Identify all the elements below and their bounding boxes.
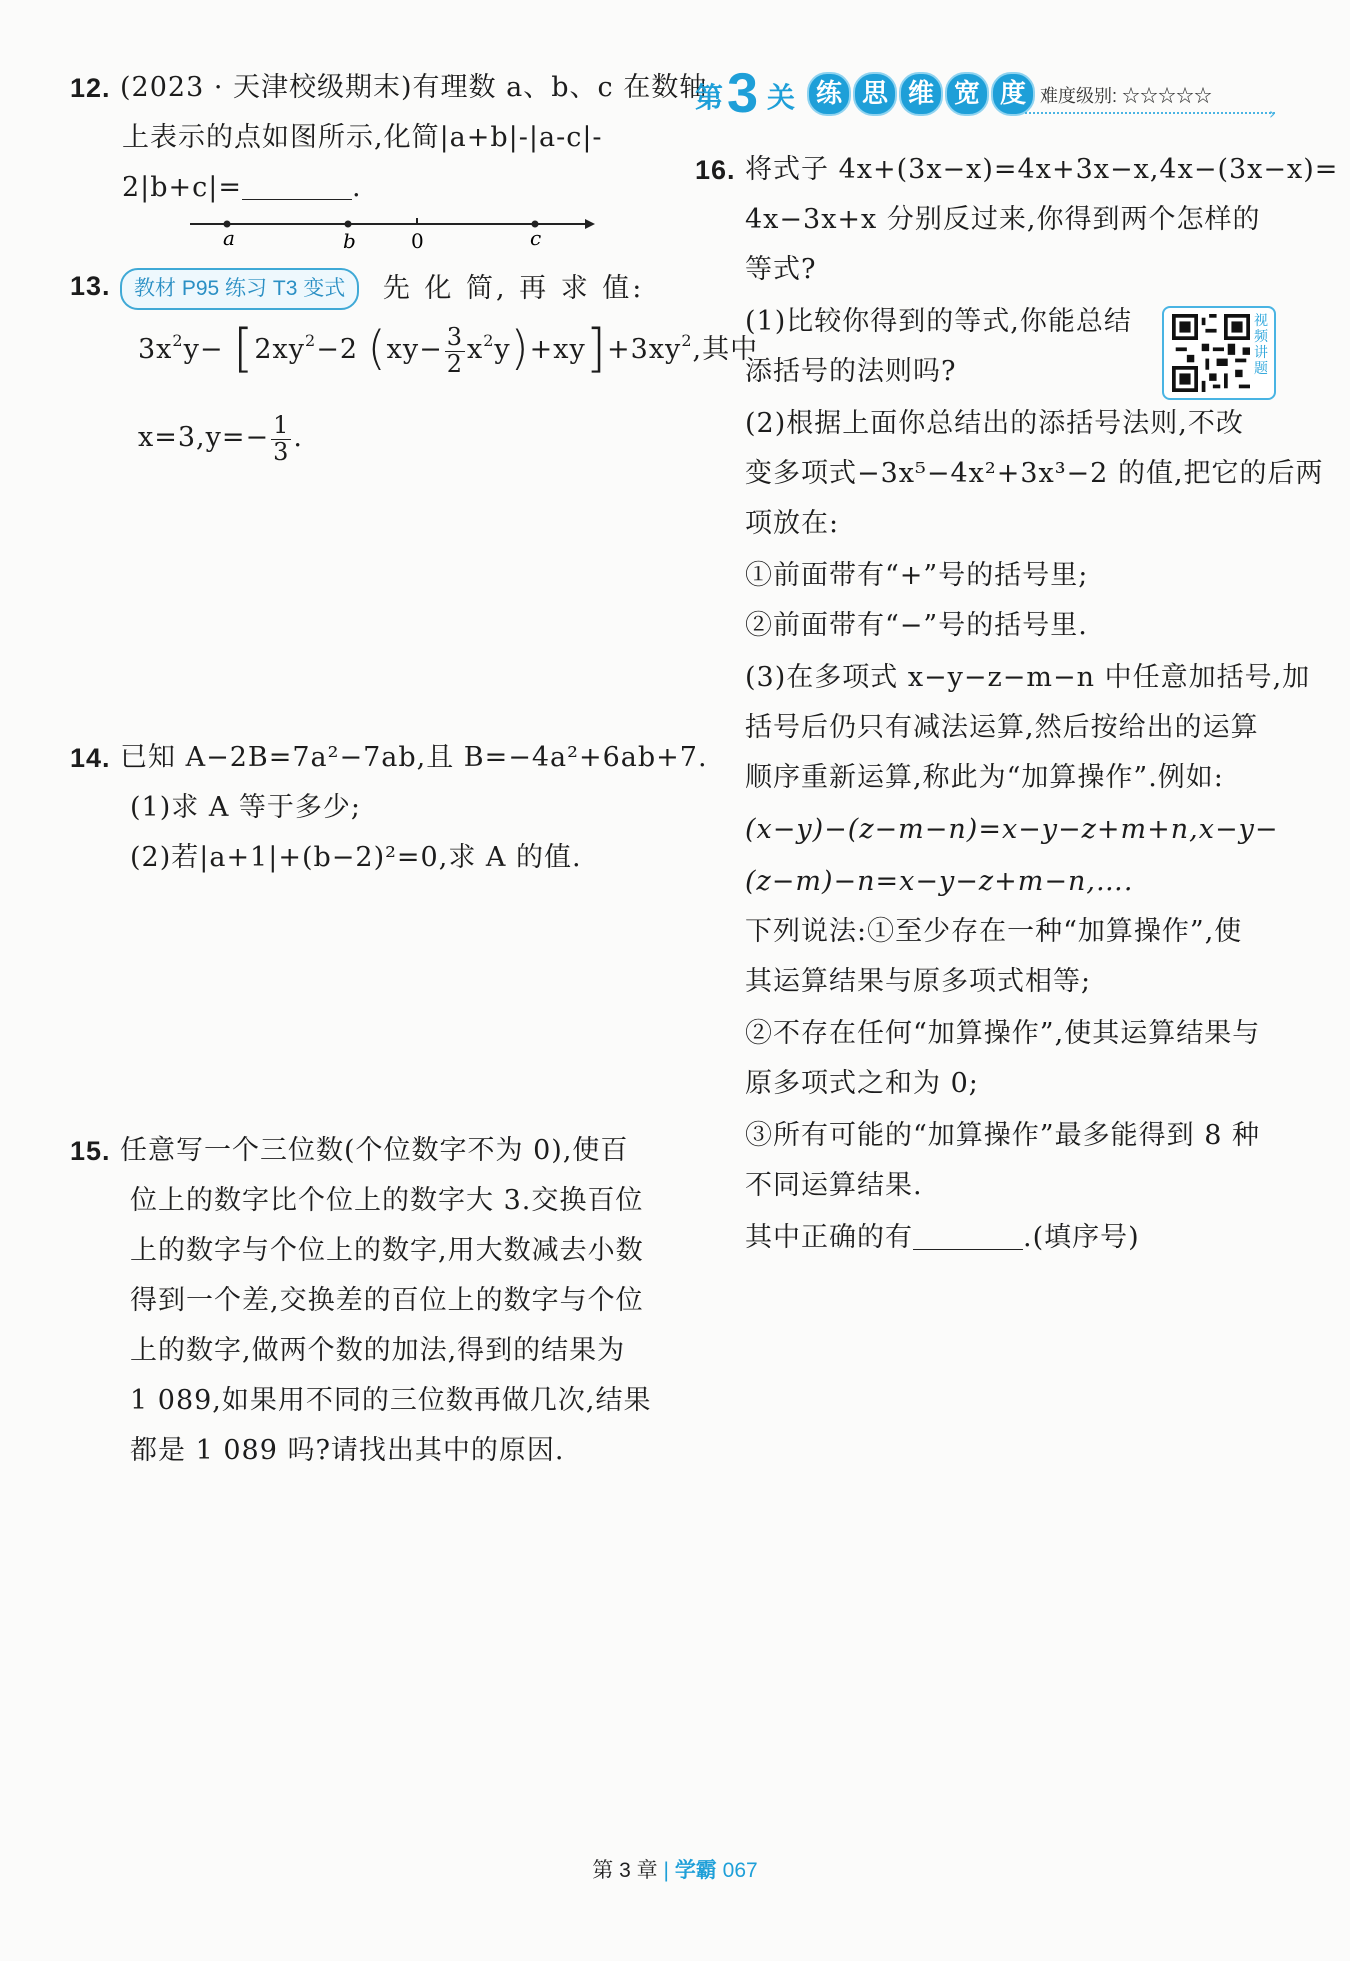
- header-guan: 关: [767, 82, 796, 113]
- q12-line2: 上表示的点如图所示,化简|a+b|-|a-c|-: [122, 122, 603, 153]
- section-header: [695, 61, 1280, 124]
- q15-line: 1 089,如果用不同的三位数再做几次,结果: [130, 1385, 652, 1416]
- axis-label-0: 0: [411, 229, 424, 252]
- q16-line: 变多项式−3x⁵−4x²+3x³−2 的值,把它的后两: [745, 458, 1324, 489]
- page-footer: [0, 1854, 1350, 1884]
- header-di: 第: [695, 82, 724, 113]
- qr-label: 视频讲题: [1254, 312, 1268, 376]
- q16-part1: (1)比较你得到的等式,你能总结: [745, 306, 1132, 337]
- answer-blank[interactable]: [242, 173, 352, 200]
- q16-line: ③所有可能的“加算操作”最多能得到 8 种: [745, 1120, 1260, 1151]
- question-number: 16.: [695, 155, 736, 185]
- q16-line: 4x−3x+x 分别反过来,你得到两个怎样的: [745, 204, 1261, 235]
- q14-part2: (2)若|a+1|+(b−2)²=0,求 A 的值.: [130, 842, 582, 873]
- q16-part3: (3)在多项式 x−y−z−m−n 中任意加括号,加: [745, 662, 1311, 693]
- question-number: 15.: [70, 1136, 111, 1166]
- q16-line: 项放在:: [745, 508, 840, 539]
- q15-line: 上的数字,做两个数的加法,得到的结果为: [130, 1335, 626, 1366]
- qr-code-icon: [1172, 314, 1250, 392]
- q14-line1: 已知 A−2B=7a²−7ab,且 B=−4a²+6ab+7.: [120, 742, 708, 773]
- video-qr-code[interactable]: [1162, 306, 1276, 400]
- q16-line: 括号后仍只有减法运算,然后按给出的运算: [745, 712, 1259, 743]
- q16-line: ②前面带有“−”号的括号里.: [745, 610, 1088, 641]
- axis-label-b: b: [343, 229, 356, 252]
- q15-line: 上的数字与个位上的数字,用大数减去小数: [130, 1235, 644, 1266]
- q13-values: x=3,y=− $\frac{1}{3}$ .: [138, 411, 303, 466]
- textbook-tag: 教材 P95 练习 T3 变式: [120, 268, 359, 310]
- brand-name: 学霸: [674, 1859, 717, 1882]
- q15-line: 位上的数字比个位上的数字大 3.交换百位: [130, 1185, 644, 1216]
- header-title: 练 思 维 宽 度: [807, 72, 1035, 116]
- question-number: 14.: [70, 743, 111, 773]
- fraction-3-2: $\frac{3}{2}$: [446, 323, 463, 378]
- page-number: 067: [722, 1859, 758, 1882]
- q15-line: 都是 1 089 吗?请找出其中的原因.: [130, 1435, 565, 1466]
- number-line: [185, 212, 595, 252]
- q16-line: 等式?: [745, 254, 817, 285]
- chapter-label: 第 3 章: [592, 1859, 658, 1882]
- q16-line: ②不存在任何“加算操作”,使其运算结果与: [745, 1018, 1261, 1049]
- axis-label-c: c: [530, 226, 542, 250]
- q16-line: 将式子 4x+(3x−x)=4x+3x−x,4x−(3x−x)=: [745, 154, 1339, 185]
- header-divider: [1025, 112, 1275, 114]
- question-number: 13.: [70, 271, 111, 301]
- q16-line: 其运算结果与原多项式相等;: [745, 966, 1092, 997]
- fraction-1-3: $\frac{1}{3}$: [273, 411, 290, 466]
- q13-expression: $3x^2y- [2xy^2-2$ (xy− $\frac{3}{2}$ $x^2y)+xy]+3xy^2$,其中: [138, 319, 759, 379]
- q16-line: 顺序重新运算,称此为“加算操作”.例如:: [745, 762, 1224, 793]
- q16-answer-line: 其中正确的有 .(填序号): [745, 1222, 1140, 1253]
- q16-line: (z−m)−n=x−y−z+m−n,….: [745, 866, 1134, 897]
- footer-separator: |: [663, 1859, 669, 1882]
- q16-line: ①前面带有“+”号的括号里;: [745, 560, 1089, 591]
- q12-line1: (2023 · 天津校级期末)有理数 a、b、c 在数轴: [120, 72, 708, 103]
- q16-line: 下列说法:①至少存在一种“加算操作”,使: [745, 916, 1243, 947]
- q16-line: 原多项式之和为 0;: [745, 1068, 979, 1099]
- q13-line1: 先 化 简, 再 求 值:: [382, 273, 645, 304]
- q15-line: 任意写一个三位数(个位数字不为 0),使百: [120, 1135, 629, 1166]
- q16-line: 添括号的法则吗?: [745, 356, 957, 387]
- q16-part2: (2)根据上面你总结出的添括号法则,不改: [745, 408, 1244, 439]
- q16-line: (x−y)−(z−m−n)=x−y−z+m+n,x−y−: [745, 814, 1279, 845]
- difficulty-rating: 难度级别: ☆☆☆☆☆: [1040, 86, 1213, 106]
- q15-line: 得到一个差,交换差的百位上的数字与个位: [130, 1285, 644, 1316]
- answer-blank[interactable]: [913, 1223, 1023, 1250]
- arrow-right-icon: ›: [1269, 104, 1276, 123]
- header-level-number: 3: [727, 61, 759, 124]
- q12-line3-text: 2|b+c|=: [122, 172, 243, 203]
- q16-line: 不同运算结果.: [745, 1170, 923, 1201]
- q14-part1: (1)求 A 等于多少;: [130, 792, 362, 823]
- q12-line3-end: .: [352, 172, 362, 203]
- question-number: 12.: [70, 73, 111, 103]
- q12-line3: [122, 170, 362, 206]
- axis-label-a: a: [223, 226, 235, 250]
- point-b: [345, 221, 352, 228]
